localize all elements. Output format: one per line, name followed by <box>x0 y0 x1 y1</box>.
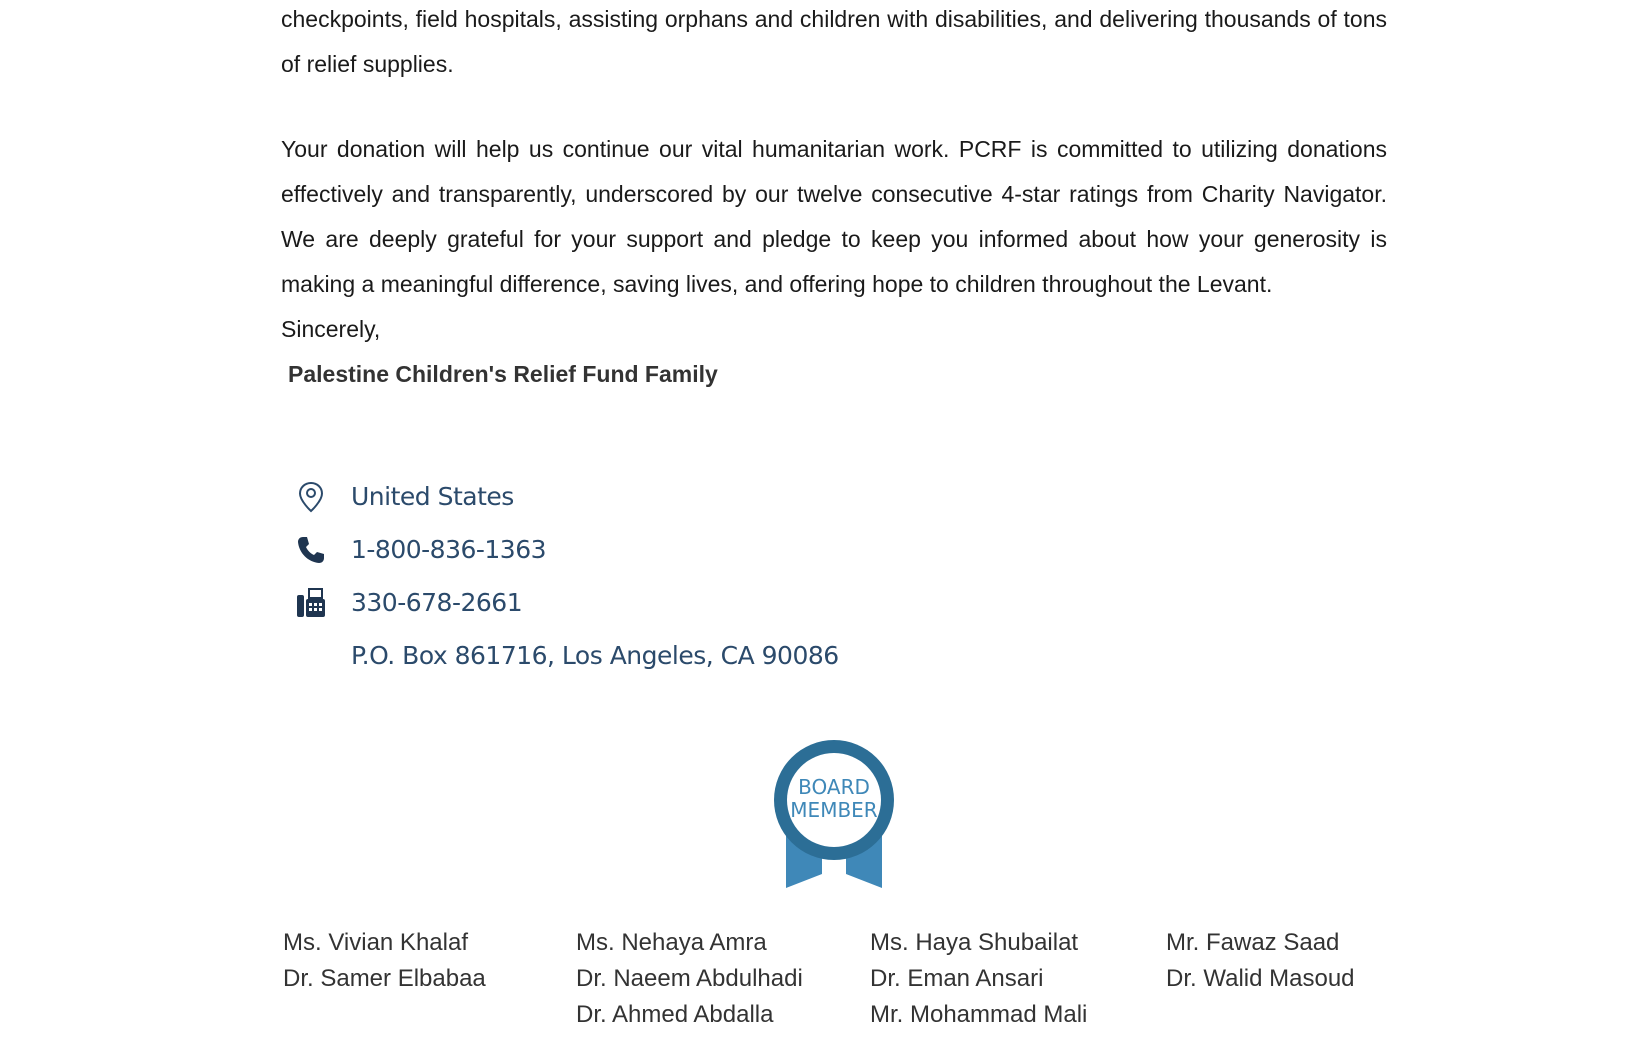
board-column-2 <box>576 925 870 1033</box>
badge-line-1: BOARD <box>798 775 870 799</box>
badge-line-2: MEMBER <box>790 798 878 822</box>
board-member-name: Mr. Fawaz Saad <box>1166 929 1340 956</box>
letter-body <box>281 0 1387 397</box>
contact-address-text: P.O. Box 861716, Los Angeles, CA 90086 <box>351 641 839 670</box>
board-member-name: Ms. Nehaya Amra <box>576 929 767 956</box>
contact-location-text: United States <box>351 482 514 511</box>
board-member-name: Dr. Ahmed Abdalla <box>576 1001 774 1028</box>
location-pin-icon <box>295 481 327 513</box>
board-member-name: Mr. Mohammad Mali <box>870 1001 1088 1028</box>
contact-info <box>295 470 839 682</box>
board-member-name: Ms. Haya Shubailat <box>870 929 1079 956</box>
contact-phone-text[interactable]: 1-800-836-1363 <box>351 535 547 564</box>
contact-fax-row <box>295 576 839 629</box>
phone-icon <box>295 534 327 566</box>
letter-closing: Sincerely, <box>281 316 381 342</box>
board-member-name: Ms. Vivian Khalaf <box>283 929 468 956</box>
board-column-1 <box>283 925 576 1033</box>
board-column-3 <box>870 925 1166 1033</box>
board-member-name: Dr. Eman Ansari <box>870 965 1044 992</box>
letter-paragraph-1: checkpoints, field hospitals, assisting orphans and children with disabilities, and delivering thousands of tons of relief supplies. <box>281 6 1387 77</box>
board-member-name: Dr. Walid Masoud <box>1166 965 1355 992</box>
board-member-name: Dr. Naeem Abdulhadi <box>576 965 803 992</box>
contact-fax-text: 330-678-2661 <box>351 588 523 617</box>
contact-address-row <box>295 629 839 682</box>
board-members-list <box>283 925 1403 1033</box>
letter-signature: Palestine Children's Relief Fund Family <box>288 361 718 387</box>
letter-paragraph-2: Your donation will help us continue our vital humanitarian work. PCRF is committed to utilizing donations effectively and transparently, underscored by our twelve consecutive 4-star ratings from Charity Navigator. We are deeply grateful for your support and pledge to keep you informed about how your generosity is making a meaningful difference, saving lives, and offering hope to children throughout the Levant. <box>281 136 1387 297</box>
contact-location-row <box>295 470 839 523</box>
board-column-4 <box>1166 925 1396 1033</box>
board-member-name: Dr. Samer Elbabaa <box>283 965 486 992</box>
fax-icon <box>295 587 327 619</box>
contact-phone-row[interactable] <box>295 523 839 576</box>
board-member-ribbon-icon <box>772 738 896 890</box>
